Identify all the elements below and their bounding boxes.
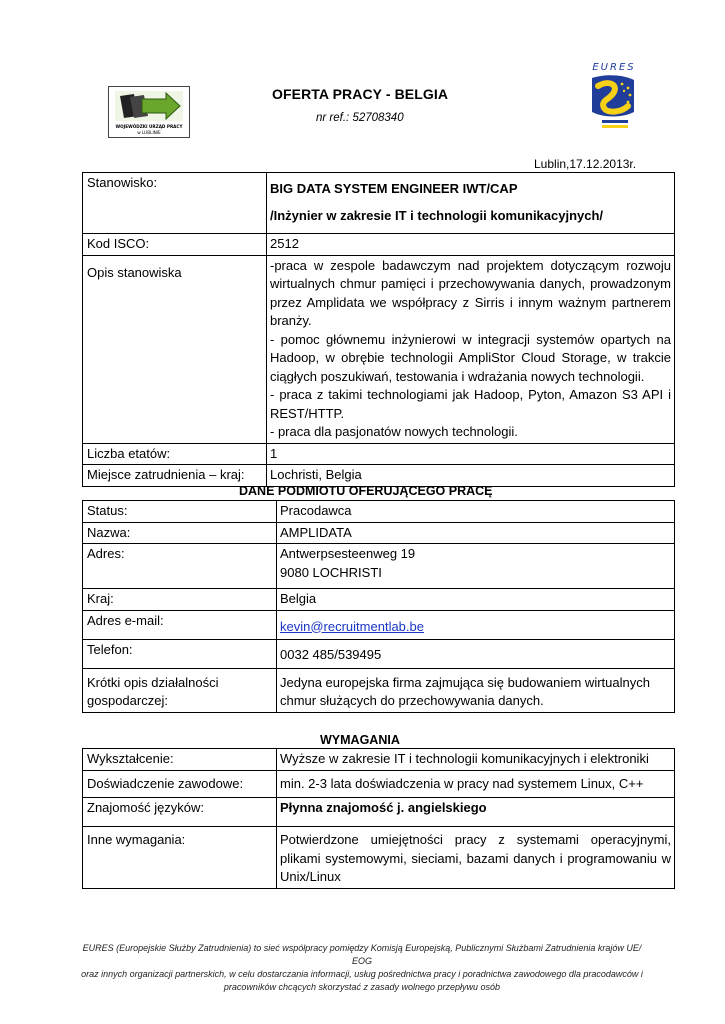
phone-row — [83, 639, 675, 668]
status-value: Pracodawca — [277, 501, 675, 523]
position-subtitle: /Inżynier w zakresie IT i technologii komunikacyjnych/ — [270, 207, 604, 223]
fte-row — [83, 443, 675, 465]
svg-text:WOJEWÓDZKI URZĄD PRACY: WOJEWÓDZKI URZĄD PRACY — [115, 124, 183, 129]
description-paragraph: - praca dla pasjonatów nowych technologii. — [270, 424, 518, 439]
position-label: Stanowisko: — [83, 173, 267, 234]
description-paragraph: - pomoc głównemu inżynierowi w integracji systemów opartych na Hadoop, w obrębie technologii AmpliStor Cloud Storage, w trakcie ciągłych poszukiwań, testowania i wdrażania nowych technologii. — [270, 331, 671, 384]
email-label: Adres e-mail: — [83, 610, 277, 639]
requirements-table — [82, 748, 675, 889]
status-row — [83, 501, 675, 523]
languages-value: Płynna znajomość j. angielskiego — [277, 798, 675, 827]
description-paragraph: -praca w zespole badawczym nad projektem dotyczącym rozwoju wirtualnych chmur pamięci i przechowywania danych, prowadzonym przez Amplidata we współpracy z Sirris i innym ważnym partnerem branży. — [270, 257, 671, 328]
description-label-text: Opis stanowiska — [87, 264, 182, 280]
description-cell — [267, 255, 675, 443]
address-label: Adres: — [83, 544, 277, 589]
footer-line3: pracowników chcących skorzystać z zasady wolnego przepływu osób — [223, 982, 501, 992]
requirements-section-title: WYMAGANIA — [320, 733, 400, 747]
employer-table — [82, 500, 675, 713]
job-table — [82, 172, 675, 487]
other-value: Potwierdzone umiejętności pracy z systemami operacyjnymi, plikami systemowymi, sieciami, bazami danych i programowaniu w Unix/Linux — [277, 827, 675, 889]
ref-label: nr ref.: — [316, 112, 353, 124]
location-row — [83, 465, 675, 487]
employer-section-title: DANE PODMIOTU OFERUJĄCEGO PRACĘ — [239, 484, 493, 498]
description-paragraph: - praca z takimi technologiami jak Hadoop, Pyton, Amazon S3 API i REST/HTTP. — [270, 387, 671, 421]
education-row — [83, 749, 675, 771]
footer-line1-text: to sieć współpracy pomiędzy Komisją Europejską, Publicznymi Służbami Zatrudnienia krajów UE/ EOG — [251, 943, 642, 966]
phone-cell — [277, 639, 675, 668]
other-row — [83, 827, 675, 889]
footer-eures-name: EURES (Europejskie Służby Zatrudnienia) — [82, 943, 252, 953]
name-label: Nazwa: — [83, 522, 277, 544]
position-cell — [267, 173, 675, 234]
fte-label: Liczba etatów: — [83, 443, 267, 465]
document-date: Lublin,17.12.2013r. — [534, 157, 637, 171]
wup-logo-graphic — [108, 86, 190, 138]
isco-label: Kod ISCO: — [83, 234, 267, 256]
activity-row — [83, 668, 675, 712]
address-line2: 9080 LOCHRISTI — [280, 564, 382, 580]
email-link[interactable]: kevin@recruitmentlab.be — [280, 618, 424, 634]
activity-label: Krótki opis działalności gospodarczej: — [83, 668, 277, 712]
education-value: Wyższe w zakresie IT i technologii komunikacyjnych i elektroniki — [277, 749, 675, 771]
fte-value: 1 — [267, 443, 675, 465]
country-value: Belgia — [277, 589, 675, 611]
other-label: Inne wymagania: — [83, 827, 277, 889]
ref-value: 52708340 — [352, 112, 404, 124]
isco-row — [83, 234, 675, 256]
name-row — [83, 522, 675, 544]
isco-value: 2512 — [267, 234, 675, 256]
status-label: Status: — [83, 501, 277, 523]
phone-value: 0032 485/539495 — [280, 646, 382, 662]
position-title: BIG DATA SYSTEM ENGINEER IWT/CAP — [270, 181, 518, 196]
svg-text:EURES: EURES — [592, 62, 636, 73]
eures-logo — [584, 60, 644, 132]
country-row — [83, 589, 675, 611]
experience-value: min. 2-3 lata doświadczenia w pracy nad systemem Linux, C++ — [277, 770, 675, 798]
position-row — [83, 173, 675, 234]
country-label: Kraj: — [83, 589, 277, 611]
page-title: OFERTA PRACY - BELGIA — [272, 86, 449, 102]
wup-logo — [108, 86, 190, 138]
footer-line1 — [72, 942, 652, 968]
phone-label: Telefon: — [83, 639, 277, 668]
footer — [72, 942, 652, 994]
experience-row — [83, 770, 675, 798]
languages-row — [83, 798, 675, 827]
email-row — [83, 610, 675, 639]
reference-number — [316, 112, 404, 124]
activity-value: Jedyna europejska firma zajmująca się budowaniem wirtualnych chmur służących do przechowywania danych. — [277, 668, 675, 712]
location-value: Lochristi, Belgia — [267, 465, 675, 487]
education-label: Wykształcenie: — [83, 749, 277, 771]
email-cell — [277, 610, 675, 639]
description-label — [83, 255, 267, 443]
experience-label: Doświadczenie zawodowe: — [83, 770, 277, 798]
location-label: Miejsce zatrudnienia – kraj: — [83, 465, 267, 487]
name-value: AMPLIDATA — [277, 522, 675, 544]
eures-logo-graphic — [584, 60, 644, 132]
languages-label: Znajomość języków: — [83, 798, 277, 827]
svg-text:w LUBLINIE: w LUBLINIE — [137, 130, 161, 135]
address-cell — [277, 544, 675, 589]
footer-line2: oraz innych organizacji partnerskich, w celu dostarczania informacji, usług pośrednictwa pracy i poradnictwa zawodowego dla pracodawców i — [81, 969, 643, 979]
address-line1: Antwerpsesteenweg 19 — [280, 546, 416, 561]
description-row — [83, 255, 675, 443]
address-row — [83, 544, 675, 589]
